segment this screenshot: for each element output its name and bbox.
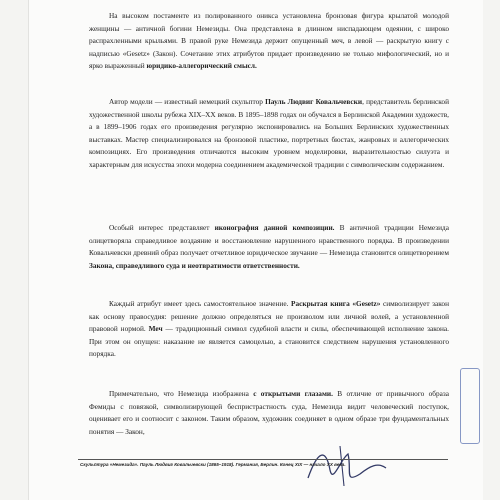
paragraph-2-text-b: , представитель берлинской художественной школы рубежа XIX–XX веков. В 1895–1898 годах он обучался в Берлинской Академии художеств, а в 1899–1906 годах его произведения регулярно экспонировались на Больших Берлинских художественных выставках. Мастер специализировался на бронзовой пластике, портретных бюстах, жанровых и аллегорических композициях. Его произведения отличаются высоким уровнем моделировки, выразительностью силуэта и характерным для искусства эпохи модерна соединением академической традиции с символическим содержанием. (89, 97, 449, 169)
document-page (28, 0, 483, 500)
paragraph-4 (89, 298, 449, 361)
paragraph-1-bold: юридико-аллегорический смысл. (146, 61, 257, 71)
paragraph-4-text-b: символизирует закон как основу правосудия: решение должно определяться не произволом или личной волей, а установленной правовой нормой. (89, 299, 449, 334)
paragraph-1 (89, 10, 449, 73)
paragraph-3-text-b: В античной традиции Немезида олицетворяла справедливое воздаяние и восстановление нарушенного нравственного порядка. В произведении Ковальчевски древний образ получает отчетливое юридическое звучание — Немезида становится олицетворением (89, 223, 449, 258)
paragraph-2 (89, 96, 449, 172)
paragraph-3-bold-b: Закона, справедливого суда и неотвратимости ответственности. (89, 260, 300, 270)
paragraph-5-text-a: Примечательно, что Немезида изображена (109, 389, 254, 398)
paragraph-3 (89, 222, 449, 272)
paragraph-3-text-a: Особый интерес представляет (109, 223, 215, 232)
paragraph-2-text-a: Автор модели — известный немецкий скульптор (109, 97, 266, 106)
paragraph-2-bold: Пауль Людвиг Ковальчевски (265, 97, 363, 106)
footer-rule (78, 459, 448, 460)
paragraph-4-bold-a: Раскрытая книга «Gesetz» (291, 299, 381, 308)
paragraph-1-text: На высоком постаменте из полированного оникса установлена бронзовая фигура крылатой молодой женщины — античной богини Немезиды. Она представлена в длинном ниспадающем одеянии, с широко распрахленными крыльями. В правой руке Немезида держит опущенный меч, в левой — раскрытую книгу с надписью «Gesetz» (Закон). Сочетание этих атрибутов придает произведению не только мифологический, но и ярко выраженный (89, 11, 449, 71)
paragraph-4-text-a: Каждый атрибут имеет здесь самостоятельное значение. (109, 299, 292, 308)
footer-caption: Скульптура «Немезида». Пауль Людвиг Ковальчевски (1865–1918). Германия, Берлин. Конец XIX — начало XX века. (80, 462, 346, 467)
paragraph-3-bold-a: иконография данной композиции. (214, 223, 335, 232)
paragraph-5-bold: с открытыми глазами. (253, 389, 333, 398)
paragraph-4-bold-b: Меч (148, 324, 163, 334)
paragraph-5-text-b: В отличие от привычного образа Фемиды с повязкой, символизирующей беспристрастность суда, Немезида видит человеческий поступок, оценивает его и соотносит с законом. Таким образом, художник соединяет в одном образе три фундаментальных понятия — Закон, (89, 389, 449, 436)
paragraph-4-text-c: — традиционный символ судебной власти и силы, обеспечивающей исполнение закона. При этом он опущен: наказание не является самоцелью, а становится следствием нарушения установленного порядка. (89, 324, 449, 359)
stamp-icon (460, 368, 480, 444)
paragraph-5 (89, 388, 449, 438)
